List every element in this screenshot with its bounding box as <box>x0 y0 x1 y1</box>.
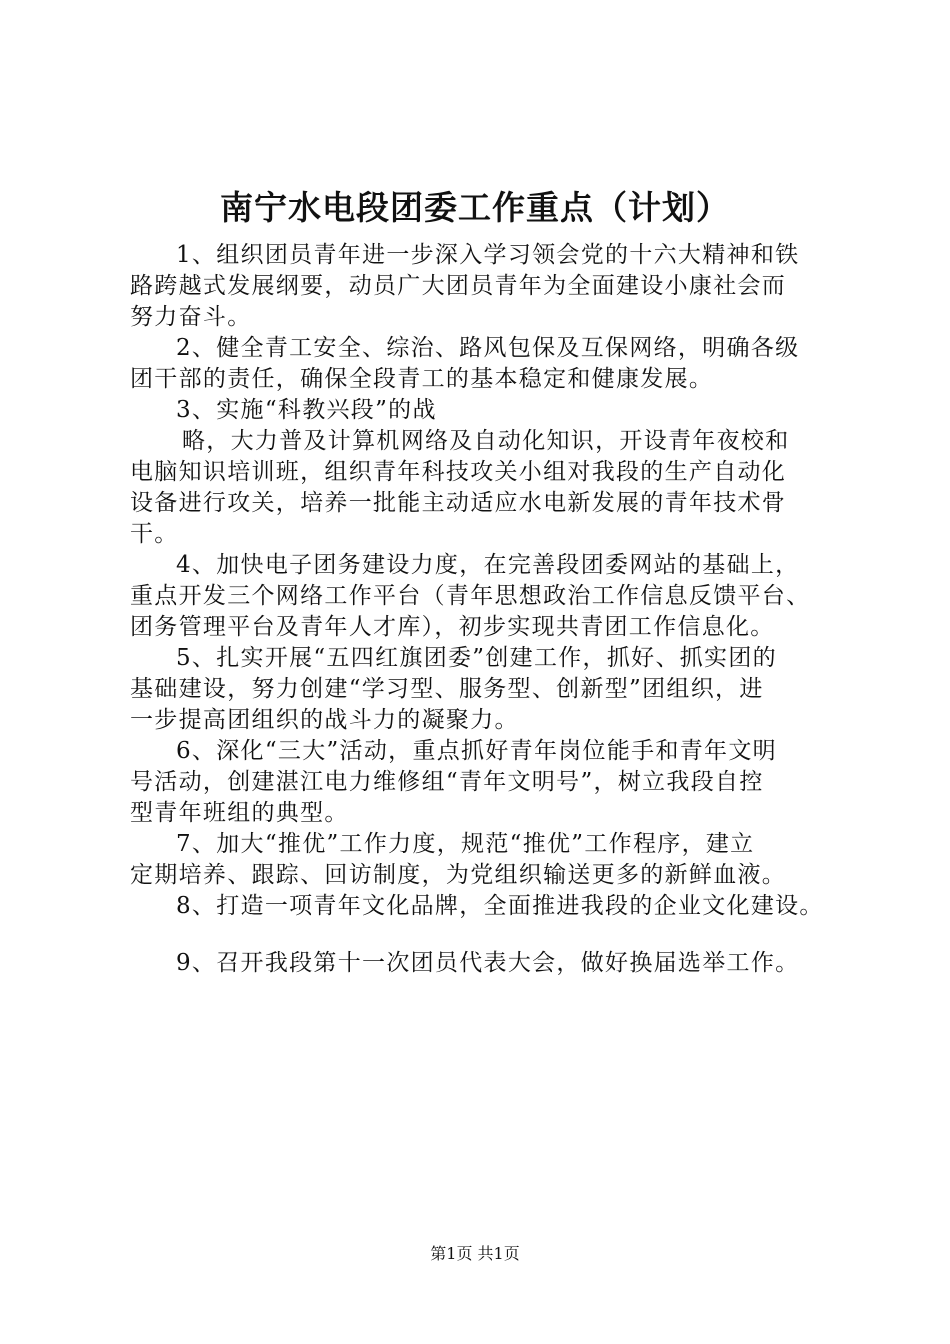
paragraph-line: 设备进行攻关，培养一批能主动适应水电新发展的青年技术骨 <box>130 490 787 516</box>
paragraph-line: 5、扎实开展“五四红旗团委”创建工作，抓好、抓实团的 <box>176 645 777 671</box>
paragraph-line: 7、加大“推优”工作力度，规范“推优”工作程序，建立 <box>176 831 755 857</box>
paragraph-line: 号活动，创建湛江电力维修组“青年文明号”，树立我段自控 <box>130 769 764 795</box>
paragraph-line: 努力奋斗。 <box>130 304 252 330</box>
paragraph-line: 路跨越式发展纲要，动员广大团员青年为全面建设小康社会而 <box>130 273 787 299</box>
paragraph-line: 6、深化“三大”活动，重点抓好青年岗位能手和青年文明 <box>176 738 777 764</box>
document-body <box>130 240 850 979</box>
paragraph-line: 4、加快电子团务建设力度，在完善段团委网站的基础上， <box>176 552 800 578</box>
paragraph-line: 2、健全青工安全、综治、路风包保及互保网络，明确各级 <box>176 335 800 361</box>
paragraph-line: 略，大力普及计算机网络及自动化知识，开设青年夜校和 <box>182 428 790 454</box>
document-title: 南宁水电段团委工作重点（计划） <box>220 188 730 227</box>
paragraph-line: 团务管理平台及青年人才库），初步实现共青团工作信息化。 <box>130 614 775 640</box>
paragraph-gap <box>130 922 850 948</box>
paragraph-line: 8、打造一项青年文化品牌，全面推进我段的企业文化建设。 <box>176 893 824 919</box>
paragraph-line: 9、召开我段第十一次团员代表大会，做好换届选举工作。 <box>176 950 800 976</box>
paragraph-line: 定期培养、跟踪、回访制度，为党组织输送更多的新鲜血液。 <box>130 862 787 888</box>
paragraph-line: 团干部的责任，确保全段青工的基本稳定和健康发展。 <box>130 366 714 392</box>
paragraph-line: 一步提高团组织的战斗力的凝聚力。 <box>130 707 519 733</box>
paragraph-line: 电脑知识培训班，组织青年科技攻关小组对我段的生产自动化 <box>130 459 787 485</box>
paragraph-line: 型青年班组的典型。 <box>130 800 349 826</box>
page-footer: 第1页 共1页 <box>430 1244 520 1263</box>
paragraph-line: 干。 <box>130 521 179 547</box>
paragraph-line: 重点开发三个网络工作平台（青年思想政治工作信息反馈平台、 <box>130 583 811 609</box>
paragraph-line: 基础建设，努力创建“学习型、服务型、创新型”团组织，进 <box>130 676 764 702</box>
paragraph-line: 3、实施“科教兴段”的战 <box>176 397 437 423</box>
paragraph-line: 1、组织团员青年进一步深入学习领会党的十六大精神和铁 <box>176 242 800 268</box>
